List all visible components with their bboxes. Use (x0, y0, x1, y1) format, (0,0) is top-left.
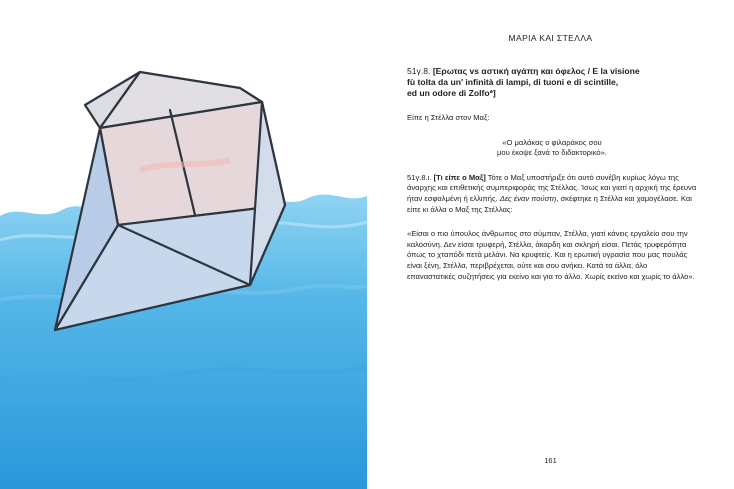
quote (407, 138, 697, 159)
subsection-number: 51γ.8.ι. (407, 172, 432, 182)
right-page-text (367, 0, 734, 489)
paragraph-text-a: Τότε ο Μαξ υποστήριξε ότι αυτό συνέβη κυρίως λόγω της άναρχης και επιθετικής συμπεριφοράς της Στέλλας. Ίσως και γιατί η αρχική της έρευνα ήταν εσφαλμένη ή ελλιπής. (407, 172, 697, 203)
quote-line-1: «Ο μαλάκας ο φιλαράκος σου (502, 137, 602, 147)
section-title-line-2: fù tolta da un' infinità di lampi, di tuoni e di scintille, (407, 77, 619, 87)
section-title-line-1: [Ερωτας vs αστική αγάπη και όφελος / E la visione (432, 66, 640, 76)
subsection-title: [Τι είπε ο Μαξ] (433, 172, 486, 182)
paragraph-italic: Δες έναν πούστη (499, 193, 557, 203)
running-head: ΜΑΡΙΑ ΚΑΙ ΣΤΕΛΛΑ (508, 33, 593, 43)
text-block (407, 66, 697, 296)
speaker-line: Είπε η Στέλλα στον Μαξ: (407, 113, 490, 122)
quote-line-2: μου έκοψε ξανά το διδακτορικό». (497, 148, 607, 158)
section-heading (407, 66, 697, 99)
final-paragraph: «Είσαι ο πιο ύπουλος άνθρωπος στο σύμπαν, Στέλλα, γιατί κάνεις εργαλείο σου την καλοσύνη. Δεν είσαι τρυφερή, Στέλλα, άκαρδη και σκληρή είσαι. Πετάς τρυφερότητα όπως το χταπόδι πετά μελάνι. Να κρυφτείς. Και η ερωτική υγρασία που μας πουλάς είναι ξένη, Στέλλα, περιβρέχεται, ούτε και σου ανήκει. Κατά τα άλλα, όλο επαναστατικές συζητήσεις για εκείνο και για το άλλο. Χωρίς εκείνο και χωρίς το άλλο». (407, 229, 695, 281)
page-number: 161 (544, 456, 557, 465)
paragraph-section-2 (407, 173, 697, 215)
paragraph-text-b: , σκέφτηκε η Στέλλα και χαμογέλασε. Και είπε κι άλλα ο Μαξ της Στέλλας: (407, 193, 692, 214)
section-number: 51γ.8. (407, 66, 431, 76)
section-title-line-3: ed un odore di Zolfo*] (407, 88, 496, 98)
